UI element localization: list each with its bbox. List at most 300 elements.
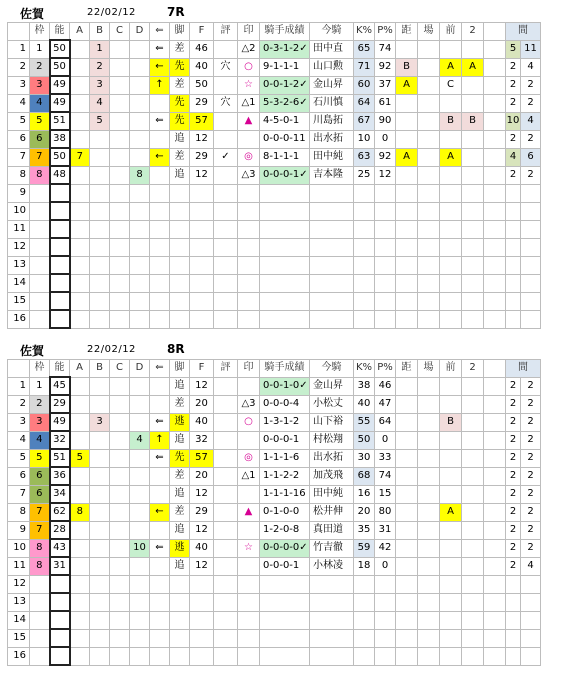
cell-seiseki — [260, 184, 310, 202]
cell-hyo — [214, 76, 238, 94]
cell-noh: 45 — [50, 377, 70, 395]
cell-pp: 12 — [375, 166, 396, 184]
cell-d — [130, 220, 150, 238]
cell-f — [190, 292, 214, 310]
cell-noh: 43 — [50, 539, 70, 557]
cell-kisyu: 加茂飛 — [310, 467, 354, 485]
cell-waku: 6 — [30, 485, 50, 503]
cell-shirushi: ☆ — [238, 76, 260, 94]
cell-no: 14 — [8, 611, 30, 629]
cell-mae: A — [440, 58, 462, 76]
cell-d — [130, 503, 150, 521]
cell-kyori — [396, 521, 418, 539]
cell-noh — [50, 647, 70, 665]
cell-d — [130, 202, 150, 220]
cell-kp — [354, 593, 375, 611]
cell-ma2 — [521, 629, 541, 647]
header-cell: 脚 — [170, 23, 190, 41]
cell-noh — [50, 238, 70, 256]
cell-d — [130, 94, 150, 112]
header-cell: ⇐ — [150, 23, 170, 41]
cell-f — [190, 274, 214, 292]
cell-kyori — [396, 503, 418, 521]
cell-ni — [462, 395, 484, 413]
cell-ma2: 2 — [521, 76, 541, 94]
cell-mae — [440, 166, 462, 184]
cell-f — [190, 611, 214, 629]
cell-noh — [50, 184, 70, 202]
cell-ma2 — [521, 202, 541, 220]
cell-d — [130, 130, 150, 148]
cell-mae — [440, 467, 462, 485]
cell-a — [70, 629, 90, 647]
cell-kyaku — [170, 202, 190, 220]
header-cell: 距 — [396, 23, 418, 41]
cell-arrow: ⇐ — [150, 539, 170, 557]
cell-ma1: 2 — [506, 557, 521, 575]
race-table-7r — [7, 2, 541, 329]
cell-c — [110, 292, 130, 310]
race-header — [7, 2, 541, 22]
cell-waku — [30, 310, 50, 328]
cell-ba — [418, 449, 440, 467]
cell-seiseki — [260, 647, 310, 665]
cell-kyaku: 追 — [170, 166, 190, 184]
cell-ma2: 4 — [521, 58, 541, 76]
cell-kisyu: 川島拓 — [310, 112, 354, 130]
cell-kyori — [396, 557, 418, 575]
cell-waku: 2 — [30, 58, 50, 76]
cell-ma2 — [521, 274, 541, 292]
cell-kisyu — [310, 593, 354, 611]
cell-kyori — [396, 377, 418, 395]
cell-ma1: 2 — [506, 485, 521, 503]
cell-shirushi — [238, 521, 260, 539]
cell-c — [110, 148, 130, 166]
cell-pp: 64 — [375, 413, 396, 431]
cell-ni: B — [462, 112, 484, 130]
cell-kyaku: 差 — [170, 503, 190, 521]
cell-hyo — [214, 557, 238, 575]
table-row — [8, 539, 541, 557]
table-row — [8, 467, 541, 485]
cell-waku: 3 — [30, 413, 50, 431]
cell-kp — [354, 256, 375, 274]
cell-seiseki — [260, 256, 310, 274]
cell-b — [90, 202, 110, 220]
cell-arrow — [150, 310, 170, 328]
cell-ma2 — [521, 238, 541, 256]
cell-noh: 32 — [50, 431, 70, 449]
cell-kp: 20 — [354, 503, 375, 521]
cell-no: 3 — [8, 76, 30, 94]
table-row — [8, 593, 541, 611]
cell-f — [190, 647, 214, 665]
header-cell: 評 — [214, 23, 238, 41]
cell-kisyu — [310, 220, 354, 238]
cell-ma2 — [521, 184, 541, 202]
cell-b: 4 — [90, 94, 110, 112]
cell-kyaku: 差 — [170, 148, 190, 166]
cell-kp: 25 — [354, 166, 375, 184]
header-cell: 今騎 — [310, 360, 354, 378]
cell-ni — [462, 310, 484, 328]
cell-f: 40 — [190, 58, 214, 76]
cell-b — [90, 467, 110, 485]
cell-ma2 — [521, 611, 541, 629]
cell-kisyu: 竹吉徹 — [310, 539, 354, 557]
cell-a — [70, 395, 90, 413]
cell-b: 1 — [90, 40, 110, 58]
cell-hyo — [214, 274, 238, 292]
header-cell: D — [130, 23, 150, 41]
cell-b — [90, 377, 110, 395]
cell-c — [110, 58, 130, 76]
cell-ba — [418, 94, 440, 112]
cell-waku — [30, 575, 50, 593]
cell-kp: 65 — [354, 40, 375, 58]
cell-kisyu: 出水拓 — [310, 130, 354, 148]
cell-ba — [418, 395, 440, 413]
cell-noh — [50, 593, 70, 611]
cell-pp: 90 — [375, 112, 396, 130]
cell-gap — [484, 449, 506, 467]
cell-noh — [50, 292, 70, 310]
cell-noh: 50 — [50, 58, 70, 76]
cell-kyaku — [170, 611, 190, 629]
cell-waku: 6 — [30, 467, 50, 485]
cell-gap — [484, 76, 506, 94]
cell-pp — [375, 220, 396, 238]
cell-gap — [484, 431, 506, 449]
cell-mae — [440, 593, 462, 611]
cell-ni — [462, 40, 484, 58]
cell-kp: 67 — [354, 112, 375, 130]
cell-ma1: 2 — [506, 467, 521, 485]
cell-shirushi: ▲ — [238, 503, 260, 521]
cell-waku: 8 — [30, 557, 50, 575]
table-row — [8, 485, 541, 503]
table-row — [8, 220, 541, 238]
cell-mae — [440, 202, 462, 220]
cell-ba — [418, 431, 440, 449]
cell-hyo — [214, 202, 238, 220]
table-row — [8, 112, 541, 130]
cell-ma1: 2 — [506, 166, 521, 184]
cell-ma2: 2 — [521, 503, 541, 521]
header-cell: 枠 — [30, 360, 50, 378]
cell-seiseki — [260, 292, 310, 310]
cell-arrow — [150, 130, 170, 148]
cell-a — [70, 40, 90, 58]
cell-pp: 31 — [375, 521, 396, 539]
cell-a: 8 — [70, 503, 90, 521]
cell-shirushi: △1 — [238, 94, 260, 112]
header-cell: A — [70, 360, 90, 378]
cell-c — [110, 647, 130, 665]
cell-ma2: 2 — [521, 377, 541, 395]
cell-ba — [418, 76, 440, 94]
cell-d — [130, 557, 150, 575]
cell-kisyu: 真田道 — [310, 521, 354, 539]
cell-kisyu: 村松翔 — [310, 431, 354, 449]
cell-waku: 1 — [30, 377, 50, 395]
cell-a — [70, 256, 90, 274]
cell-ma1: 2 — [506, 413, 521, 431]
race-number: 8R — [167, 342, 185, 356]
cell-shirushi — [238, 256, 260, 274]
cell-kyaku — [170, 220, 190, 238]
cell-ni — [462, 166, 484, 184]
cell-c — [110, 503, 130, 521]
cell-seiseki: 1-1-1-6 — [260, 449, 310, 467]
track-name: 佐賀 — [20, 7, 45, 21]
cell-b — [90, 395, 110, 413]
cell-ma1 — [506, 629, 521, 647]
cell-kyori — [396, 467, 418, 485]
cell-kyaku — [170, 274, 190, 292]
cell-no: 13 — [8, 256, 30, 274]
cell-f: 40 — [190, 413, 214, 431]
cell-seiseki — [260, 202, 310, 220]
cell-kisyu — [310, 238, 354, 256]
cell-ni — [462, 220, 484, 238]
cell-kisyu — [310, 274, 354, 292]
cell-b — [90, 256, 110, 274]
cell-d — [130, 521, 150, 539]
cell-no: 16 — [8, 647, 30, 665]
cell-kp: 63 — [354, 148, 375, 166]
cell-f: 29 — [190, 503, 214, 521]
cell-gap — [484, 485, 506, 503]
cell-b: 3 — [90, 413, 110, 431]
cell-c — [110, 202, 130, 220]
cell-c — [110, 40, 130, 58]
cell-pp — [375, 292, 396, 310]
cell-kyaku — [170, 256, 190, 274]
cell-shirushi — [238, 274, 260, 292]
cell-pp: 0 — [375, 431, 396, 449]
cell-arrow — [150, 521, 170, 539]
cell-shirushi: ◎ — [238, 148, 260, 166]
cell-a — [70, 557, 90, 575]
cell-mae: A — [440, 503, 462, 521]
header-cell: A — [70, 23, 90, 41]
cell-f: 12 — [190, 557, 214, 575]
cell-ba — [418, 413, 440, 431]
cell-mae: A — [440, 148, 462, 166]
cell-ma1 — [506, 611, 521, 629]
cell-c — [110, 575, 130, 593]
cell-ba — [418, 593, 440, 611]
cell-ma2 — [521, 310, 541, 328]
cell-no: 11 — [8, 557, 30, 575]
cell-kp — [354, 184, 375, 202]
cell-d — [130, 593, 150, 611]
table-row — [8, 76, 541, 94]
header-cell: B — [90, 23, 110, 41]
cell-seiseki: 0-0-1-0✓ — [260, 377, 310, 395]
cell-noh: 28 — [50, 521, 70, 539]
cell-arrow — [150, 377, 170, 395]
cell-kisyu: 金山昇 — [310, 76, 354, 94]
cell-waku: 4 — [30, 94, 50, 112]
cell-shirushi: ☆ — [238, 539, 260, 557]
cell-d — [130, 395, 150, 413]
cell-f — [190, 593, 214, 611]
cell-mae — [440, 539, 462, 557]
cell-kisyu — [310, 629, 354, 647]
cell-ni — [462, 575, 484, 593]
cell-noh — [50, 256, 70, 274]
cell-gap — [484, 593, 506, 611]
cell-kyori — [396, 274, 418, 292]
cell-noh: 29 — [50, 395, 70, 413]
cell-kp: 50 — [354, 431, 375, 449]
cell-seiseki: 0-0-1-2✓ — [260, 76, 310, 94]
cell-arrow — [150, 611, 170, 629]
race-header — [7, 339, 541, 359]
cell-kyaku: 先 — [170, 58, 190, 76]
cell-b — [90, 521, 110, 539]
cell-mae — [440, 611, 462, 629]
cell-kp: 30 — [354, 449, 375, 467]
cell-ba — [418, 575, 440, 593]
cell-shirushi — [238, 377, 260, 395]
cell-mae — [440, 647, 462, 665]
cell-no: 2 — [8, 395, 30, 413]
cell-pp: 33 — [375, 449, 396, 467]
track-name: 佐賀 — [20, 344, 45, 358]
cell-arrow: ⇐ — [150, 40, 170, 58]
header-cell: C — [110, 23, 130, 41]
header-row — [8, 23, 541, 41]
cell-waku: 4 — [30, 431, 50, 449]
cell-kyaku: 追 — [170, 377, 190, 395]
cell-ma2: 2 — [521, 467, 541, 485]
cell-b — [90, 629, 110, 647]
cell-kisyu: 山下裕 — [310, 413, 354, 431]
cell-c — [110, 166, 130, 184]
cell-arrow — [150, 485, 170, 503]
cell-pp: 46 — [375, 377, 396, 395]
cell-b — [90, 503, 110, 521]
cell-f: 46 — [190, 40, 214, 58]
cell-kp — [354, 238, 375, 256]
cell-ni — [462, 413, 484, 431]
cell-kisyu — [310, 647, 354, 665]
cell-noh: 49 — [50, 413, 70, 431]
cell-hyo: 穴 — [214, 94, 238, 112]
cell-arrow — [150, 395, 170, 413]
cell-no: 8 — [8, 503, 30, 521]
cell-ma2: 2 — [521, 395, 541, 413]
cell-kyori — [396, 40, 418, 58]
cell-kyaku — [170, 292, 190, 310]
cell-seiseki — [260, 575, 310, 593]
cell-waku — [30, 593, 50, 611]
cell-kp — [354, 220, 375, 238]
cell-kyori — [396, 395, 418, 413]
cell-f: 57 — [190, 449, 214, 467]
cell-a — [70, 593, 90, 611]
cell-mae — [440, 184, 462, 202]
cell-waku: 5 — [30, 112, 50, 130]
cell-a — [70, 377, 90, 395]
table-row — [8, 184, 541, 202]
cell-shirushi — [238, 629, 260, 647]
cell-mae — [440, 431, 462, 449]
header-cell: 印 — [238, 360, 260, 378]
cell-c — [110, 377, 130, 395]
cell-f: 50 — [190, 76, 214, 94]
cell-ma1 — [506, 575, 521, 593]
cell-kyori — [396, 238, 418, 256]
cell-noh: 50 — [50, 148, 70, 166]
header-cell: 間 — [506, 360, 541, 378]
cell-kyaku: 逃 — [170, 539, 190, 557]
cell-kisyu: 石川慎 — [310, 94, 354, 112]
cell-a — [70, 184, 90, 202]
table-row — [8, 310, 541, 328]
cell-a — [70, 413, 90, 431]
cell-ma1: 2 — [506, 449, 521, 467]
header-cell: 騎手成績 — [260, 360, 310, 378]
cell-ma2 — [521, 220, 541, 238]
cell-seiseki — [260, 220, 310, 238]
cell-kisyu — [310, 184, 354, 202]
cell-arrow — [150, 166, 170, 184]
table-row — [8, 395, 541, 413]
cell-d: 10 — [130, 539, 150, 557]
cell-hyo — [214, 629, 238, 647]
table-row — [8, 629, 541, 647]
cell-b — [90, 431, 110, 449]
cell-c — [110, 238, 130, 256]
cell-pp: 47 — [375, 395, 396, 413]
cell-pp — [375, 611, 396, 629]
cell-hyo — [214, 575, 238, 593]
cell-pp — [375, 184, 396, 202]
cell-no: 4 — [8, 431, 30, 449]
cell-c — [110, 521, 130, 539]
header-cell: 前 — [440, 23, 462, 41]
cell-shirushi: ○ — [238, 58, 260, 76]
cell-noh: 51 — [50, 449, 70, 467]
cell-kyori — [396, 310, 418, 328]
cell-kyori — [396, 202, 418, 220]
cell-shirushi — [238, 220, 260, 238]
cell-ma2: 2 — [521, 431, 541, 449]
cell-d — [130, 310, 150, 328]
cell-pp — [375, 647, 396, 665]
cell-no: 9 — [8, 521, 30, 539]
cell-ni — [462, 274, 484, 292]
table-row — [8, 274, 541, 292]
cell-ma1: 2 — [506, 377, 521, 395]
cell-noh — [50, 575, 70, 593]
cell-ni — [462, 292, 484, 310]
cell-ni — [462, 130, 484, 148]
cell-hyo — [214, 220, 238, 238]
cell-c — [110, 557, 130, 575]
cell-c — [110, 629, 130, 647]
cell-ma2: 2 — [521, 539, 541, 557]
cell-b — [90, 611, 110, 629]
cell-ni — [462, 202, 484, 220]
cell-no: 10 — [8, 539, 30, 557]
cell-waku — [30, 611, 50, 629]
